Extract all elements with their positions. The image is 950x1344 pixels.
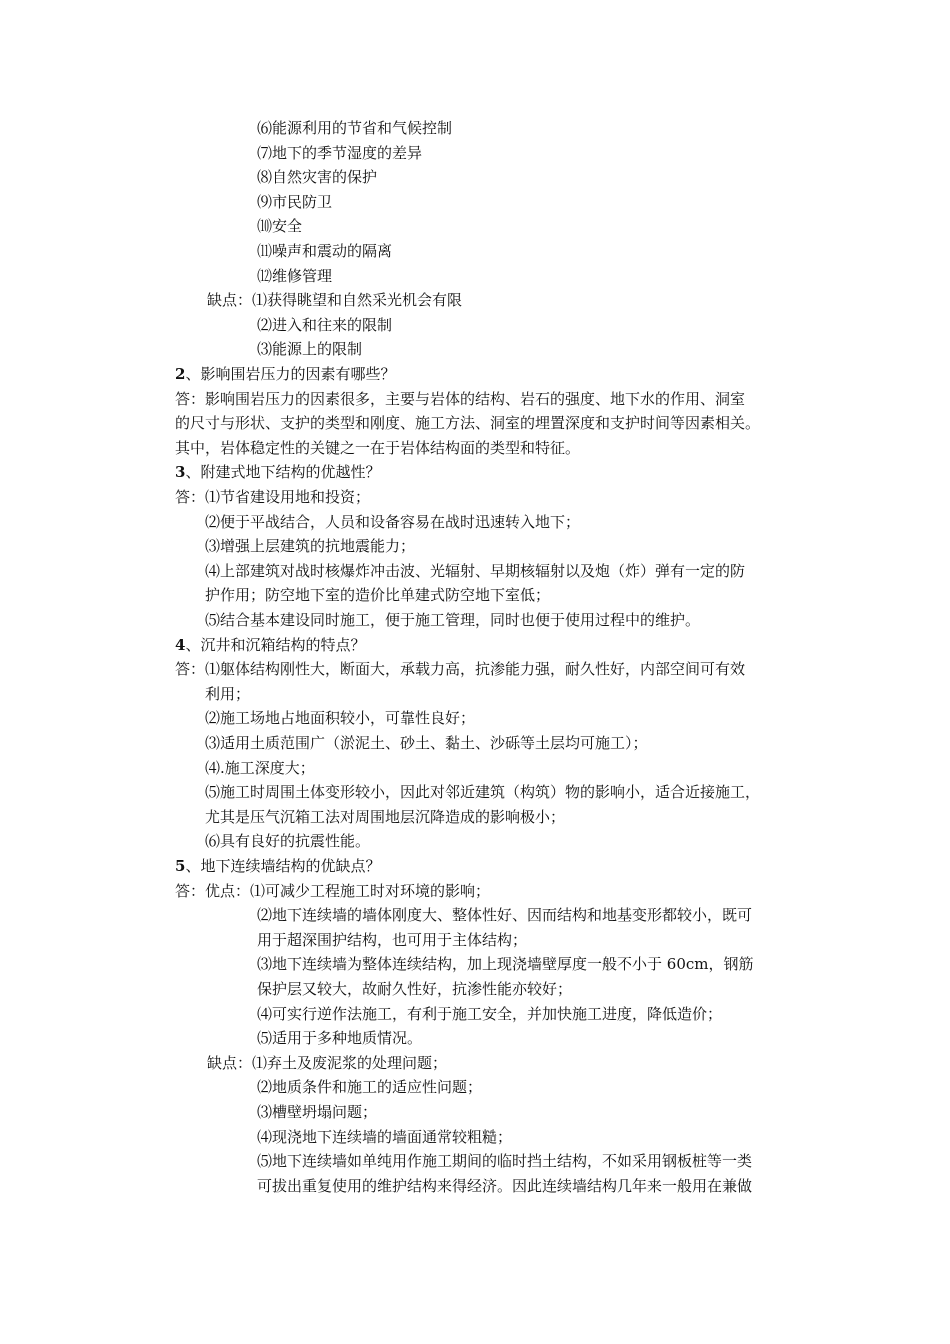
line-text: ⑵地下连续墙的墙体刚度大、整体性好、因而结构和地基变形都较小，既可: [257, 906, 753, 925]
text-line: [257, 903, 752, 927]
line-text: ⑻自然灾害的保护: [257, 168, 378, 187]
line-text: 答：⑴节省建设用地和投资；: [175, 488, 371, 506]
line-text: ⑵进入和往来的限制: [257, 315, 393, 334]
line-text: 缺点：⑴获得眺望和自然采光机会有限: [207, 291, 463, 310]
line-text: ⑶适用土质范围广（淤泥土、砂土、黏土、沙砾等土层均可施工）；: [205, 734, 648, 752]
line-text: 、地下连续墙结构的优缺点？: [185, 857, 381, 875]
line-text: ⑷可实行逆作法施工，有利于施工安全，并加快施工进度，降低造价；: [257, 1004, 723, 1023]
text-line: [257, 1100, 377, 1124]
line-text: 、附建式地下结构的优越性？: [185, 463, 381, 482]
text-line: [257, 214, 302, 238]
line-text: ⑷.施工深度大；: [205, 758, 315, 777]
text-line: [175, 879, 490, 903]
text-line: [205, 780, 760, 804]
question-heading: [175, 460, 380, 484]
text-line: [175, 485, 370, 509]
text-line: [257, 1002, 722, 1026]
question-number: 5: [175, 857, 186, 875]
text-line: [207, 288, 462, 312]
text-line: [257, 928, 527, 952]
line-text: ⑽安全: [257, 217, 303, 236]
line-text: 利用；: [205, 684, 251, 703]
question-heading: [175, 854, 380, 878]
text-line: [257, 264, 332, 288]
text-line: [257, 190, 332, 214]
line-text: ⑾噪声和震动的隔离: [257, 242, 393, 260]
line-text: 缺点：⑴弃土及废泥浆的处理问题；: [207, 1053, 448, 1072]
line-text: ⑸结合基本建设同时施工，便于施工管理，同时也便于使用过程中的维护。: [205, 611, 701, 629]
line-text: ⑶能源上的限制: [257, 340, 363, 359]
text-line: [205, 706, 475, 730]
line-text: 、沉井和沉箱结构的特点？: [185, 635, 366, 654]
text-line: [257, 1026, 422, 1050]
line-text: ⑿维修管理: [257, 266, 333, 285]
question-number: 3: [175, 463, 186, 482]
line-text: ⑶地下连续墙为整体连续结构，加上现浇墙壁厚度一般不小于 60cm，钢筋: [257, 955, 754, 974]
line-text: ⑹能源利用的节省和气候控制: [257, 119, 453, 137]
line-text: ⑵便于平战结合，人员和设备容易在战时迅速转入地下；: [205, 512, 581, 531]
text-line: [175, 387, 745, 411]
line-text: 、影响围岩压力的因素有哪些？: [185, 365, 396, 383]
text-line: [257, 1174, 752, 1198]
line-text: 答：影响围岩压力的因素很多，主要与岩体的结构、岩石的强度、地下水的作用、洞室: [175, 389, 746, 408]
line-text: ⑵地质条件和施工的适应性问题；: [257, 1078, 483, 1097]
text-line: [205, 805, 565, 829]
text-line: [257, 1075, 482, 1099]
line-text: ⑹具有良好的抗震性能。: [205, 832, 371, 851]
text-line: [257, 141, 422, 165]
line-text: 用于超深围护结构，也可用于主体结构；: [257, 930, 528, 949]
line-text: ⑺地下的季节湿度的差异: [257, 143, 423, 162]
text-line: [205, 608, 700, 632]
text-line: [257, 116, 452, 140]
question-heading: [175, 633, 365, 657]
text-line: [207, 1051, 447, 1075]
text-line: [257, 337, 362, 361]
text-line: [205, 682, 250, 706]
text-line: [257, 1125, 512, 1149]
line-text: 可拔出重复使用的维护结构来得经济。因此连续墙结构几年来一般用在兼做: [257, 1176, 753, 1195]
line-text: 答：⑴躯体结构刚性大，断面大，承载力高，抗渗能力强，耐久性好，内部空间可有效: [175, 660, 746, 679]
text-line: [257, 977, 572, 1001]
line-text: 保护层又较大，故耐久性好，抗渗性能亦较好；: [257, 980, 573, 998]
text-line: [205, 756, 315, 780]
text-line: [205, 829, 370, 853]
text-line: [205, 534, 415, 558]
text-line: [175, 411, 760, 435]
text-line: [257, 165, 377, 189]
line-text: ⑷现浇地下连续墙的墙面通常较粗糙；: [257, 1127, 513, 1146]
line-text: ⑷上部建筑对战时核爆炸冲击波、光辐射、早期核辐射以及炮（炸）弹有一定的防: [205, 561, 746, 580]
question-heading: [175, 362, 395, 386]
question-number: 4: [175, 635, 186, 654]
line-text: 其中，岩体稳定性的关键之一在于岩体结构面的类型和特征。: [175, 438, 581, 457]
line-text: ⑼市民防卫: [257, 192, 333, 211]
text-line: [257, 952, 753, 976]
line-text: 护作用；防空地下室的造价比单建式防空地下室低；: [205, 586, 551, 605]
text-line: [175, 657, 745, 681]
line-text: ⑵施工场地占地面积较小，可靠性良好；: [205, 709, 476, 728]
text-line: [257, 1149, 752, 1173]
line-text: ⑶槽壁坍塌问题；: [257, 1103, 378, 1121]
line-text: 尤其是压气沉箱工法对周围地层沉降造成的影响极小；: [205, 807, 566, 826]
line-text: ⑶增强上层建筑的抗地震能力；: [205, 537, 416, 556]
line-text: ⑸地下连续墙如单纯用作施工期间的临时挡土结构，不如采用钢板桩等一类: [257, 1152, 753, 1171]
line-text: ⑸适用于多种地质情况。: [257, 1029, 423, 1048]
text-line: [205, 559, 745, 583]
text-line: [257, 313, 392, 337]
question-number: 2: [175, 365, 186, 383]
text-line: [257, 239, 392, 263]
line-text: 答：优点：⑴可减少工程施工时对环境的影响；: [175, 881, 491, 900]
text-line: [175, 436, 580, 460]
text-line: [205, 510, 580, 534]
text-line: [205, 583, 550, 607]
line-text: 的尺寸与形状、支护的类型和刚度、施工方法、洞室的埋置深度和支护时间等因素相关。: [175, 414, 761, 433]
text-line: [205, 731, 648, 755]
line-text: ⑸施工时周围土体变形较小，因此对邻近建筑（构筑）物的影响小，适合近接施工，: [205, 783, 761, 802]
